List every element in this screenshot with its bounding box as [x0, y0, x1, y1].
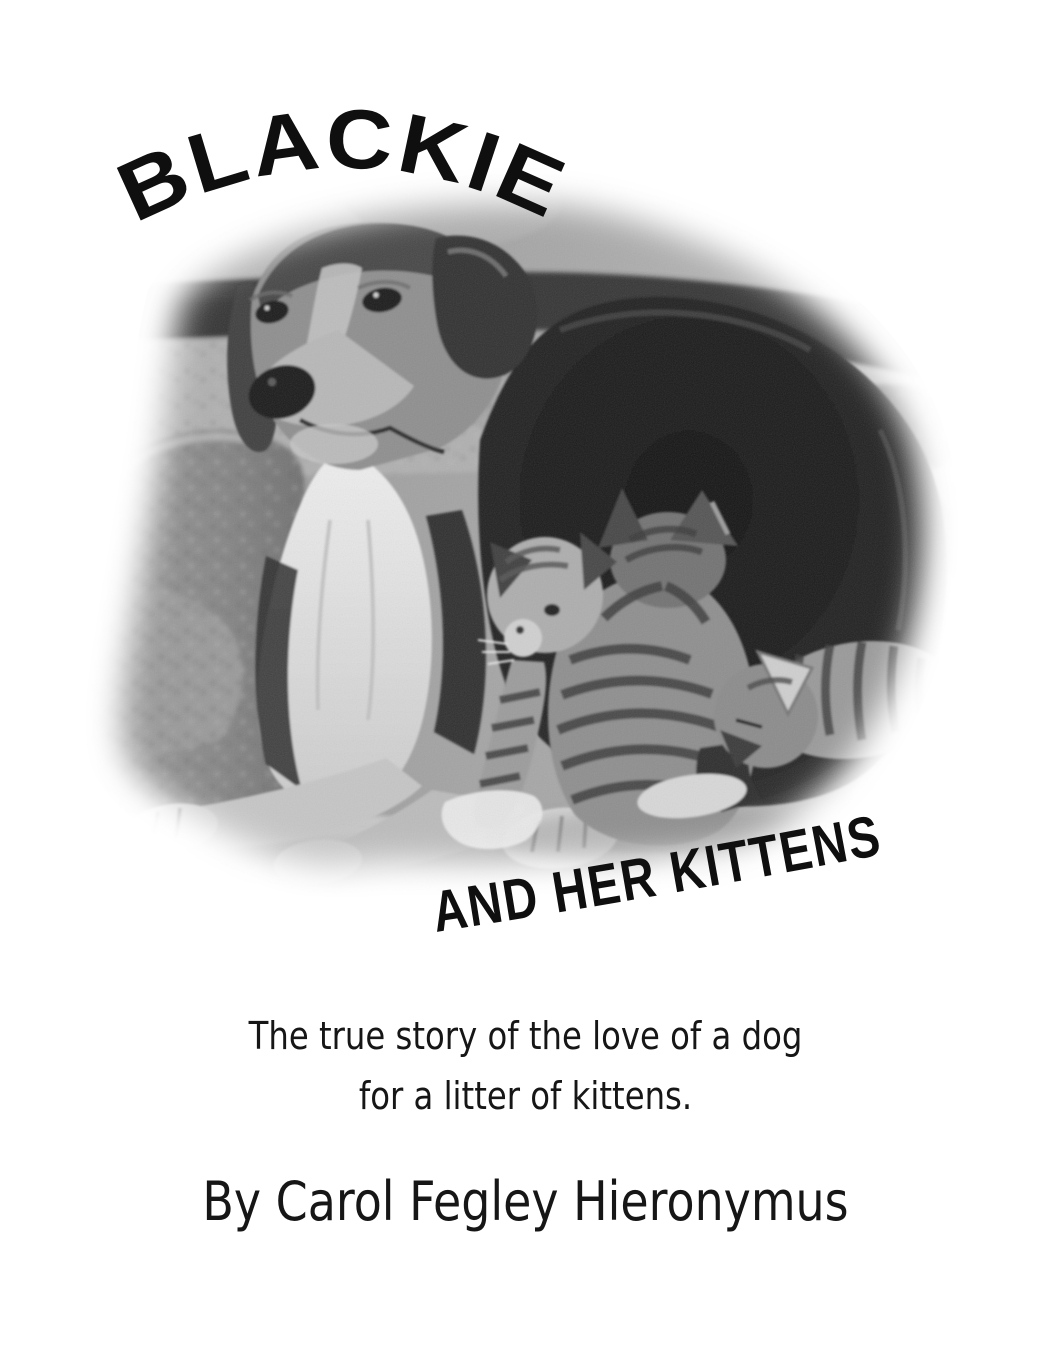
tagline-line-2: for a litter of kittens.: [358, 1074, 693, 1118]
book-title-text: BLACKIE: [103, 91, 576, 240]
tagline: [79, 1006, 972, 1126]
tagline-line-1: The true story of the love of a dog: [248, 1014, 803, 1058]
byline: By Carol Fegley Hieronymus: [202, 1170, 849, 1233]
kittens-caption-text: AND HER KITTENS: [427, 801, 894, 945]
